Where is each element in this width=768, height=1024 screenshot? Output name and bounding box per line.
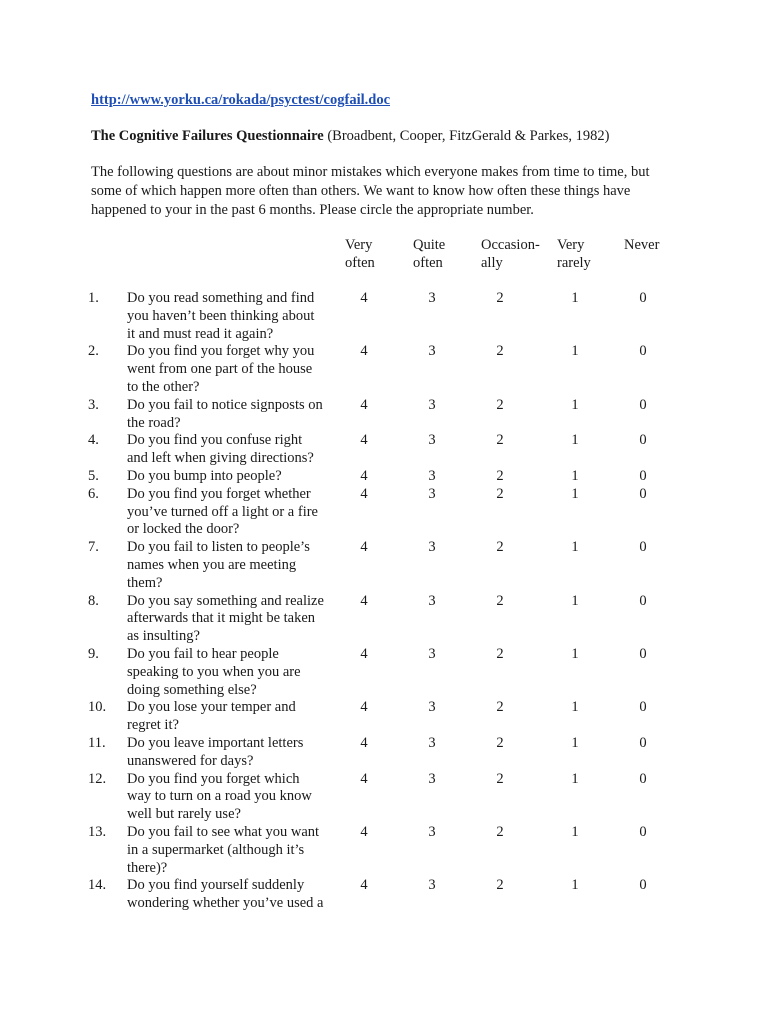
rating-option-3[interactable]: 3 [428, 592, 436, 609]
rating-option-4[interactable]: 4 [360, 290, 368, 306]
question-text-line: Do you find you forget why you [127, 343, 315, 360]
rating-option-4[interactable]: 4 [360, 343, 368, 360]
question-number: 8. [88, 592, 99, 609]
rating-option-0[interactable]: 0 [639, 467, 647, 484]
question-row [0, 486, 768, 539]
rating-option-0[interactable]: 0 [639, 592, 647, 609]
rating-option-3[interactable]: 3 [428, 290, 436, 306]
rating-option-1[interactable]: 1 [571, 290, 579, 306]
rating-option-1[interactable]: 1 [571, 770, 579, 787]
question-row [0, 735, 768, 771]
question-row [0, 877, 768, 913]
instructions-paragraph [91, 163, 691, 220]
rating-option-0[interactable]: 0 [639, 343, 647, 360]
question-text-line: regret it? [127, 717, 179, 734]
question-text-line: Do you fail to listen to people’s [127, 539, 310, 556]
question-number: 13. [88, 823, 107, 840]
citation: (Broadbent, Cooper, FitzGerald & Parkes, 1982) [323, 128, 610, 144]
question-text-line: Do you fail to see what you want [127, 823, 320, 840]
rating-option-2[interactable]: 2 [496, 539, 504, 556]
question-text [127, 699, 337, 735]
rating-option-2[interactable]: 2 [496, 823, 504, 840]
question-text [127, 824, 337, 877]
rating-option-1[interactable]: 1 [571, 467, 579, 484]
question-row [0, 468, 768, 486]
question-text [127, 646, 337, 699]
question-row [0, 343, 768, 396]
question-number: 1. [88, 290, 99, 306]
question-text-line: and left when giving directions? [127, 450, 314, 467]
rating-option-4[interactable]: 4 [360, 877, 368, 894]
question-row [0, 646, 768, 699]
question-text-line: Do you find you forget which [127, 770, 300, 787]
rating-option-2[interactable]: 2 [496, 877, 504, 894]
question-text-line: way to turn on a road you know [127, 788, 312, 805]
rating-option-1[interactable]: 1 [571, 539, 579, 556]
question-text-line: them? [127, 574, 163, 591]
rating-option-2[interactable]: 2 [496, 343, 504, 360]
question-text [127, 290, 337, 343]
rating-option-0[interactable]: 0 [639, 877, 647, 894]
question-row [0, 290, 768, 343]
question-text-line: to the other? [127, 378, 200, 395]
question-text-line: Do you lose your temper and [127, 699, 296, 716]
rating-option-3[interactable]: 3 [428, 467, 436, 484]
rating-option-4[interactable]: 4 [360, 770, 368, 787]
question-text-line: as insulting? [127, 628, 200, 645]
question-text-line: doing something else? [127, 681, 257, 698]
question-text-line: there)? [127, 859, 168, 876]
column-header-very-rarely: Very rarely [557, 237, 591, 271]
rating-option-2[interactable]: 2 [496, 734, 504, 751]
question-text-line: in a supermarket (although it’s [127, 841, 305, 858]
rating-option-0[interactable]: 0 [639, 539, 647, 556]
question-number: 14. [88, 877, 107, 894]
rating-option-0[interactable]: 0 [639, 290, 647, 306]
rating-option-3[interactable]: 3 [428, 770, 436, 787]
question-row [0, 824, 768, 877]
rating-option-1[interactable]: 1 [571, 592, 579, 609]
question-row [0, 593, 768, 646]
rating-option-2[interactable]: 2 [496, 467, 504, 484]
question-text-line: Do you leave important letters [127, 734, 304, 751]
column-header-quite-often: Quite often [413, 237, 446, 271]
rating-option-1[interactable]: 1 [571, 699, 579, 716]
question-text-line: Do you bump into people? [127, 467, 282, 484]
source-link[interactable]: http://www.yorku.ca/rokada/psyctest/cogfail.doc [91, 92, 390, 108]
question-text-line: you’ve turned off a light or a fire [127, 503, 318, 520]
question-number: 9. [88, 645, 99, 662]
rating-option-1[interactable]: 1 [571, 645, 579, 662]
instructions-line: some of which happen more often than others. We want to know how often these things have [91, 183, 631, 199]
rating-option-0[interactable]: 0 [639, 396, 647, 413]
question-row [0, 539, 768, 592]
question-text-line: Do you read something and find [127, 290, 315, 306]
question-number: 5. [88, 467, 99, 484]
question-text [127, 486, 337, 539]
question-number: 7. [88, 539, 99, 556]
question-number: 2. [88, 343, 99, 360]
rating-option-3[interactable]: 3 [428, 734, 436, 751]
rating-option-3[interactable]: 3 [428, 823, 436, 840]
rating-option-3[interactable]: 3 [428, 432, 436, 449]
document-title: The Cognitive Failures Questionnaire [91, 128, 324, 144]
question-text-line: well but rarely use? [127, 806, 241, 823]
question-text-line: wondering whether you’ve used a [127, 895, 324, 912]
rating-option-3[interactable]: 3 [428, 699, 436, 716]
question-text-line: Do you find you forget whether [127, 485, 311, 502]
rating-option-1[interactable]: 1 [571, 734, 579, 751]
rating-option-2[interactable]: 2 [496, 485, 504, 502]
question-text-line: it and must read it again? [127, 325, 274, 342]
rating-option-0[interactable]: 0 [639, 823, 647, 840]
question-text-line: afterwards that it might be taken [127, 610, 316, 627]
column-header-never: Never [624, 237, 660, 253]
rating-option-2[interactable]: 2 [496, 699, 504, 716]
question-number: 10. [88, 699, 107, 716]
column-header-occasionally: Occasion- ally [481, 237, 540, 271]
question-text [127, 771, 337, 824]
rating-option-3[interactable]: 3 [428, 877, 436, 894]
rating-option-4[interactable]: 4 [360, 645, 368, 662]
rating-option-4[interactable]: 4 [360, 467, 368, 484]
rating-option-0[interactable]: 0 [639, 699, 647, 716]
question-text-line: you haven’t been thinking about [127, 307, 315, 324]
rating-option-3[interactable]: 3 [428, 396, 436, 413]
rating-option-0[interactable]: 0 [639, 645, 647, 662]
rating-option-4[interactable]: 4 [360, 699, 368, 716]
rating-option-1[interactable]: 1 [571, 396, 579, 413]
rating-option-1[interactable]: 1 [571, 432, 579, 449]
rating-option-4[interactable]: 4 [360, 485, 368, 502]
questions-list [0, 290, 768, 913]
question-text [127, 735, 337, 771]
question-number: 4. [88, 432, 99, 449]
question-text-line: went from one part of the house [127, 361, 313, 378]
document-title-line [91, 128, 609, 145]
question-text-line: unanswered for days? [127, 752, 254, 769]
rating-option-3[interactable]: 3 [428, 485, 436, 502]
question-text-line: Do you fail to notice signposts on [127, 396, 323, 413]
question-text [127, 877, 337, 913]
rating-option-2[interactable]: 2 [496, 290, 504, 306]
question-text [127, 432, 337, 468]
question-text [127, 593, 337, 646]
column-header-very-often: Very often [345, 237, 375, 271]
rating-option-4[interactable]: 4 [360, 539, 368, 556]
instructions-line: happened to your in the past 6 months. Please circle the appropriate number. [91, 202, 534, 218]
rating-option-3[interactable]: 3 [428, 343, 436, 360]
question-text [127, 468, 337, 486]
rating-option-2[interactable]: 2 [496, 592, 504, 609]
question-text-line: Do you say something and realize [127, 592, 324, 609]
question-number: 12. [88, 770, 107, 787]
rating-option-4[interactable]: 4 [360, 734, 368, 751]
rating-option-4[interactable]: 4 [360, 396, 368, 413]
question-number: 6. [88, 485, 99, 502]
question-text-line: Do you find yourself suddenly [127, 877, 305, 894]
rating-option-0[interactable]: 0 [639, 485, 647, 502]
rating-option-0[interactable]: 0 [639, 734, 647, 751]
rating-option-2[interactable]: 2 [496, 645, 504, 662]
question-text-line: names when you are meeting [127, 556, 297, 573]
question-row [0, 397, 768, 433]
question-text-line: or locked the door? [127, 521, 240, 538]
question-row [0, 771, 768, 824]
question-text-line: speaking to you when you are [127, 663, 301, 680]
instructions-line: The following questions are about minor mistakes which everyone makes from time to time, but [91, 164, 650, 180]
question-text-line: Do you find you confuse right [127, 432, 303, 449]
question-number: 3. [88, 396, 99, 413]
question-text-line: the road? [127, 414, 181, 431]
rating-option-1[interactable]: 1 [571, 877, 579, 894]
question-row [0, 699, 768, 735]
question-text-line: Do you fail to hear people [127, 645, 279, 662]
rating-option-1[interactable]: 1 [571, 485, 579, 502]
rating-option-0[interactable]: 0 [639, 432, 647, 449]
question-text [127, 343, 337, 396]
rating-option-3[interactable]: 3 [428, 539, 436, 556]
rating-option-0[interactable]: 0 [639, 770, 647, 787]
question-text [127, 397, 337, 433]
rating-option-2[interactable]: 2 [496, 432, 504, 449]
question-number: 11. [88, 734, 106, 751]
rating-option-2[interactable]: 2 [496, 396, 504, 413]
rating-option-4[interactable]: 4 [360, 592, 368, 609]
rating-option-4[interactable]: 4 [360, 432, 368, 449]
rating-option-1[interactable]: 1 [571, 823, 579, 840]
question-text [127, 539, 337, 592]
rating-option-1[interactable]: 1 [571, 343, 579, 360]
question-row [0, 432, 768, 468]
rating-option-2[interactable]: 2 [496, 770, 504, 787]
rating-option-4[interactable]: 4 [360, 823, 368, 840]
rating-option-3[interactable]: 3 [428, 645, 436, 662]
